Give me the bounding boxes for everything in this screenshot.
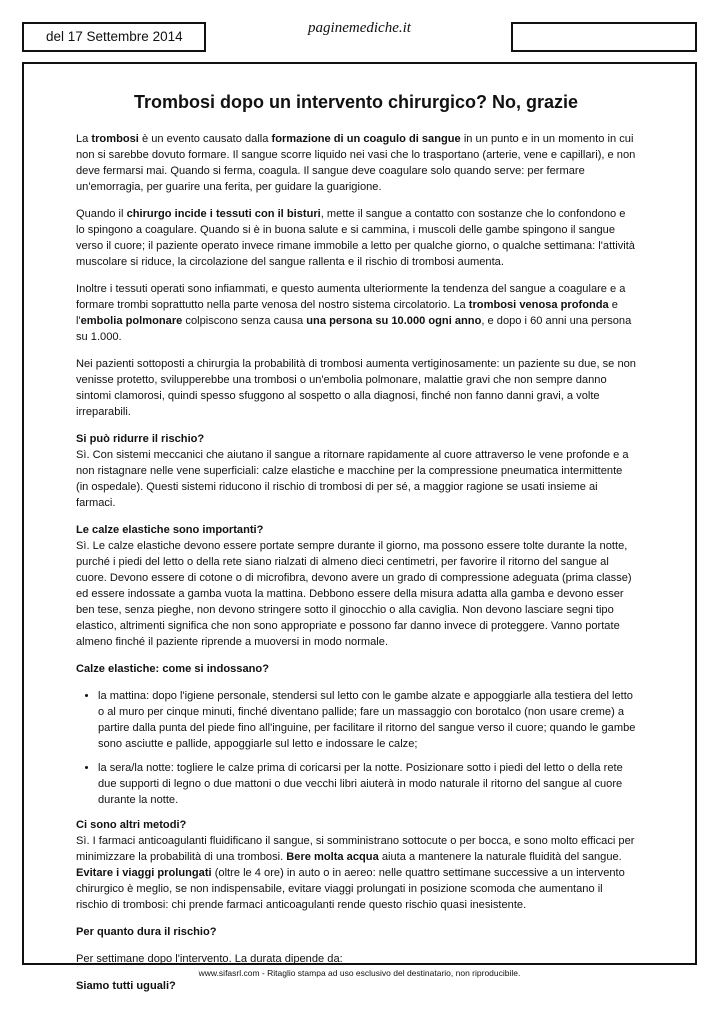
source-suffix: mediche.it [348,20,411,36]
article-body [76,92,636,994]
question-6: Siamo tutti uguali? [76,980,176,992]
answer-5: Per settimane dopo l'intervento. La durata dipende da: [76,953,343,965]
answer-2: Sì. Le calze elastiche devono essere portate sempre durante il giorno, ma possono essere tolte durante la notte, purché i piedi del letto o della rete siano rialzati di almeno dieci centimetri, per favorire il ritorno del sangue al cuore. Devono essere di cotone o di microfibra, devono avere un grado di compressione adeguata (prima classe) ed essere indossate a gamba vuota la mattina. Debbono essere della misura adatta alla gamba e devono esser ben tese, senza pieghe, non devono stringere sotto il ginocchio o alla caviglia. Non devono lasciare segni tipo elastico, altrimenti significa che non sono appropriate e possono far danno invece di proteggere. Vanno portate almeno finché il paziente riprende a muoversi in modo normale. [76,540,632,648]
question-1: Si può ridurre il rischio? [76,433,205,445]
question-4: Ci sono altri metodi? [76,819,187,831]
question-5: Per quanto dura il rischio? [76,926,217,938]
paragraph-4: Nei pazienti sottoposti a chirurgia la probabilità di trombosi aumenta vertiginosamente: un paziente su due, se non venisse protetto, svilupperebbe una trombosi o un'embolia polmonare, malattie gravi che non sempre danno sintomi clamorosi, quindi spesso sfuggono al sospetto o alla diagnosi, finché non fanno danni gravi, a volte irreparabili. [76,358,636,418]
answer-4: Sì. I farmaci anticoagulanti fluidificano il sangue, si somministrano sottocute o per bocca, e sono molto efficaci per minimizzare la probabilità di una trombosi. Bere molta acqua aiuta a mantenere la naturale fluidità del sangue. Evitare i viaggi prolungati (oltre le 4 ore) in auto o in aereo: nelle quattro settimane successive a un intervento chirurgico è meglio, se non indispensabile, evitare viaggi prolungati in posizione scomoda che aumentano il rischio di trombosi: chi prende farmaci anticoagulanti rende questo rischio quasi inesistente. [76,835,635,911]
article-title: Trombosi dopo un intervento chirurgico? No, grazie [133,92,579,112]
paragraph-2: Quando il chirurgo incide i tessuti con il bisturi, mette il sangue a contatto con sostanze che lo confondono e lo spingono a coagulare. Quando si è in buona salute e si cammina, i muscoli delle gambe spingono il sangue verso il cuore; il paziente operato invece rimane immobile a letto per qualche giorno, o qualche settimana: l'attività muscolare si riduce, la circolazione del sangue rallenta e il rischio di trombosi aumenta. [76,208,635,268]
question-2: Le calze elastiche sono importanti? [76,524,264,536]
empty-header-box [511,22,697,52]
bullet-list [76,688,636,808]
source-prefix: pagine [308,20,349,36]
list-item: • la sera/la notte: togliere le calze prima di coricarsi per la notte. Posizionare sotto i piedi del letto o della rete due supporti di legno o due mattoni o due vecchi libri aiuterà in modo naturale il ritorno del sangue al cuore durante la notte. [98,760,636,808]
publication-date: del 17 Settembre 2014 [46,29,183,44]
footer-note: www.sifasrl.com - Ritaglio stampa ad uso esclusivo del destinatario, non riproducibile. [198,968,521,978]
list-item: • la mattina: dopo l'igiene personale, stendersi sul letto con le gambe alzate e appoggiarle alla testiera del letto o al muro per cinque minuti, finché diventano pallide; fare un massaggio con borotalco (non usare creme) a partire dalla punta del piede fino all'inguine, per facilitare il ritorno del sangue verso il cuore; quando le gambe sono asciutte e pallide, appoggiarle sul letto e indossare le calze; [98,688,636,752]
question-3: Calze elastiche: come si indossano? [76,663,269,675]
answer-1: Sì. Con sistemi meccanici che aiutano il sangue a ritornare rapidamente al cuore attraverso le vene profonde e a non ristagnare nelle vene superficiali: calze elastiche e macchine per la compressione pneumatica intermittente (in ospedale). Questi sistemi riducono il rischio di trombosi di per sé, a maggior ragione se usati insieme ai farmaci. [76,449,629,509]
paragraph-1: La trombosi è un evento causato dalla formazione di un coagulo di sangue in un punto e in un momento in cui non si sarebbe dovuto formare. Il sangue scorre liquido nei vasi che lo trasportano (arterie, vene e capillari), e non deve fermarsi mai. Quando si ferma, coagula. Il sangue deve coagulare solo quando serve: per fermare un'emorragia, per guarire una ferita, per guidare la guarigione. [76,133,636,193]
paragraph-3: Inoltre i tessuti operati sono infiammati, e questo aumenta ulteriormente la tendenza del sangue a coagulare e a formare trombi soprattutto nella parte venosa del nostro sistema circolatorio. La trombosi venosa profonda e l'embolia polmonare colpiscono senza causa una persona su 10.000 ogni anno, e dopo i 60 anni una persona su 1.000. [76,283,632,343]
